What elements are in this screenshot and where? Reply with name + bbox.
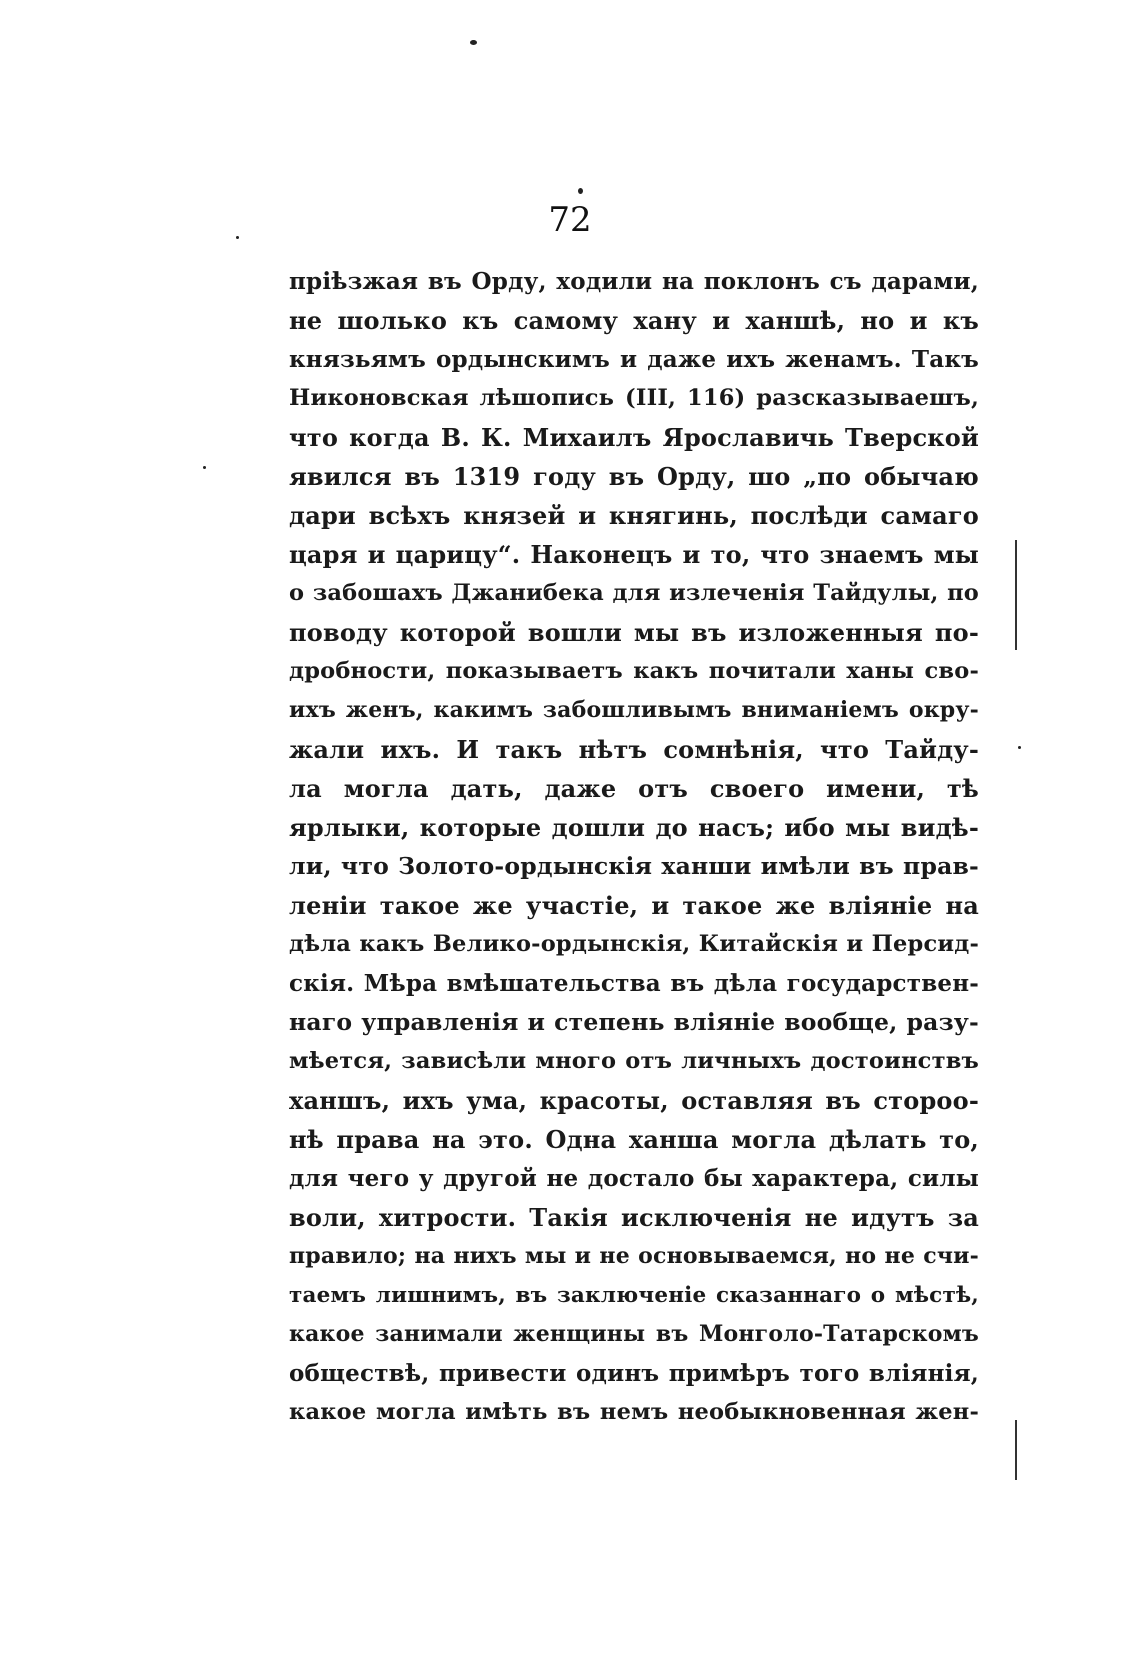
text-line: мѣется, зависѣли много отъ личныхъ достоинствъ (289, 1048, 979, 1074)
text-line: какое могла имѣть въ немъ необыкновенная жен- (289, 1399, 979, 1425)
scan-edge-line (1015, 1420, 1017, 1480)
text-line: таемъ лишнимъ, въ заключеніе сказаннаго о мѣстѣ, (289, 1283, 979, 1308)
scan-speck (1018, 746, 1021, 749)
text-line: не шолько къ самому хану и ханшѣ, но и къ (289, 306, 979, 335)
text-line: скія. Мѣра вмѣшательства въ дѣла государствен- (289, 970, 979, 997)
page-number: 72 (548, 200, 592, 240)
text-line: Никоновская лѣшопись (III, 116) разсказываешъ, (289, 385, 979, 411)
text-line: дари всѣхъ князей и княгинь, послѣди самаго (289, 501, 979, 530)
text-line: о забошахъ Джанибека для излеченія Тайдулы, по (289, 580, 979, 606)
text-line: обществѣ, привести одинъ примѣръ того вліянія, (289, 1360, 979, 1387)
text-line: для чего у другой не достало бы характера, силы (289, 1165, 979, 1192)
text-line: дробности, показываетъ какъ почитали ханы сво- (289, 658, 979, 684)
text-line: что когда В. К. Михаилъ Ярославичь Тверской (289, 423, 979, 452)
text-line: ла могла дать, даже отъ своего имени, тѣ (289, 774, 979, 803)
text-line: наго управленія и степень вліяніе вообще, разу- (289, 1008, 979, 1036)
text-line: ли, что Золото-ордынскія ханши имѣли въ прав- (289, 852, 979, 880)
text-line: жали ихъ. И такъ нѣтъ сомнѣнія, что Тайду- (289, 735, 979, 764)
text-line: царя и царицу“. Наконецъ и то, что знаемъ мы (289, 540, 979, 569)
body-text (289, 262, 979, 1432)
text-line: ихъ женъ, какимъ забошливымъ вниманіемъ окру- (289, 697, 979, 723)
text-line: воли, хитрости. Такія исключенія не идутъ за (289, 1203, 979, 1232)
scan-speck (470, 40, 477, 45)
text-line: поводу которой вошли мы въ изложенныя по- (289, 618, 979, 647)
scan-edge-line (1015, 540, 1017, 650)
text-line: нѣ права на это. Одна ханша могла дѣлать то, (289, 1125, 979, 1154)
text-line: явился въ 1319 году въ Орду, шо „по обычаю (289, 462, 979, 491)
text-line: ярлыки, которые дошли до насъ; ибо мы видѣ- (289, 813, 979, 842)
text-line: леніи такое же участіе, и такое же вліяніе на (289, 891, 979, 920)
text-line: князьямъ ордынскимъ и даже ихъ женамъ. Такъ (289, 346, 979, 373)
text-line: пріѣзжая въ Орду, ходили на поклонъ съ дарами, (289, 268, 979, 295)
text-line: правило; на нихъ мы и не основываемся, но не счи- (289, 1243, 979, 1269)
scan-speck (203, 466, 206, 469)
text-line: какое занимали женщины въ Монголо-Татарскомъ (289, 1321, 979, 1347)
text-line: дѣла какъ Велико-ордынскія, Китайскія и Персид- (289, 931, 979, 957)
text-line: ханшъ, ихъ ума, красоты, оставляя въ стороо- (289, 1086, 979, 1115)
scan-speck (578, 188, 583, 194)
scan-speck (236, 236, 239, 239)
